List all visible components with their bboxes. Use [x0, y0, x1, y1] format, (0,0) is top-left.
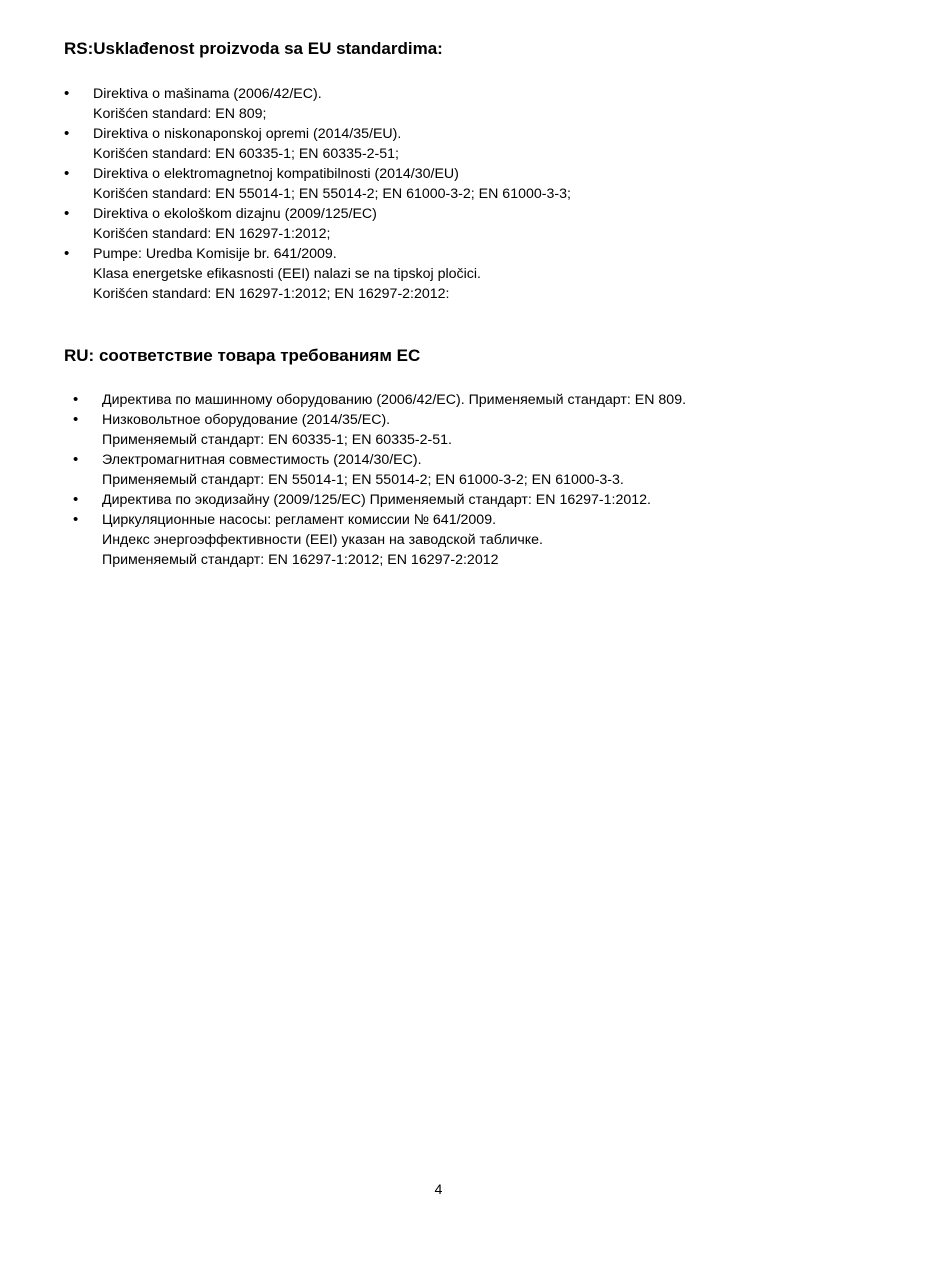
item-line: Применяемый стандарт: EN 60335-1; EN 60335-2-51.: [102, 432, 452, 448]
item-line: Применяемый стандарт: EN 16297-1:2012; EN 16297-2:2012: [102, 552, 499, 568]
item-line: Директива по экодизайну (2009/125/EC) Применяемый стандарт: EN 16297-1:2012.: [102, 492, 651, 508]
item-line: Директива по машинному оборудованию (2006/42/EC). Применяемый стандарт: EN 809.: [102, 392, 687, 408]
item-line: Korišćen standard: EN 60335-1; EN 60335-2-51;: [93, 146, 400, 162]
item-line: Низковольтное оборудование (2014/35/EC).: [102, 412, 391, 428]
bullet-icon: •: [64, 205, 70, 222]
bullet-icon: •: [64, 165, 70, 182]
list-item: [64, 84, 884, 124]
section-rs: [64, 37, 884, 304]
compliance-list-ru: [64, 390, 884, 570]
item-line: Индекс энергоэффективности (EEI) указан на заводской табличке.: [102, 532, 543, 548]
list-item: [64, 164, 884, 204]
section-heading-ru: RU: соответствие товара требованиям ЕС: [64, 346, 421, 365]
item-line: Korišćen standard: EN 16297-1:2012;: [93, 226, 331, 242]
item-line: Циркуляционные насосы: регламент комиссии № 641/2009.: [102, 512, 497, 528]
item-line: Direktiva o elektromagnetnoj kompatibilnosti (2014/30/EU): [93, 166, 459, 182]
list-item: [64, 510, 884, 570]
item-line: Korišćen standard: EN 16297-1:2012; EN 16297-2:2012:: [93, 286, 450, 302]
section-heading-rs: RS:Usklađenost proizvoda sa EU standardima:: [64, 39, 443, 58]
bullet-icon: •: [73, 491, 79, 508]
item-line: Direktiva o ekološkom dizajnu (2009/125/EC): [93, 206, 377, 222]
compliance-list-rs: [64, 84, 884, 304]
list-item: [64, 490, 884, 510]
bullet-icon: •: [73, 511, 79, 528]
list-item: [64, 450, 884, 490]
item-line: Klasa energetske efikasnosti (EEI) nalazi se na tipskoj pločici.: [93, 266, 481, 282]
item-line: Электромагнитная совместимость (2014/30/EC).: [102, 452, 422, 468]
item-line: Pumpe: Uredba Komisije br. 641/2009.: [93, 246, 337, 262]
list-item: [64, 410, 884, 450]
page-number: 4: [434, 1182, 443, 1198]
bullet-icon: •: [73, 411, 79, 428]
item-line: Korišćen standard: EN 809;: [93, 106, 267, 122]
bullet-icon: •: [64, 125, 70, 142]
bullet-icon: •: [64, 245, 70, 262]
bullet-icon: •: [73, 451, 79, 468]
section-ru: [64, 344, 884, 570]
item-line: Korišćen standard: EN 55014-1; EN 55014-2; EN 61000-3-2; EN 61000-3-3;: [93, 186, 571, 202]
list-item: [64, 124, 884, 164]
item-line: Применяемый стандарт: EN 55014-1; EN 55014-2; EN 61000-3-2; EN 61000-3-3.: [102, 472, 624, 488]
bullet-icon: •: [64, 85, 70, 102]
bullet-icon: •: [73, 391, 79, 408]
list-item: [64, 244, 884, 304]
item-line: Direktiva o niskonaponskoj opremi (2014/35/EU).: [93, 126, 402, 142]
item-line: Direktiva o mašinama (2006/42/EC).: [93, 86, 322, 102]
list-item: [64, 204, 884, 244]
list-item: [64, 390, 884, 410]
